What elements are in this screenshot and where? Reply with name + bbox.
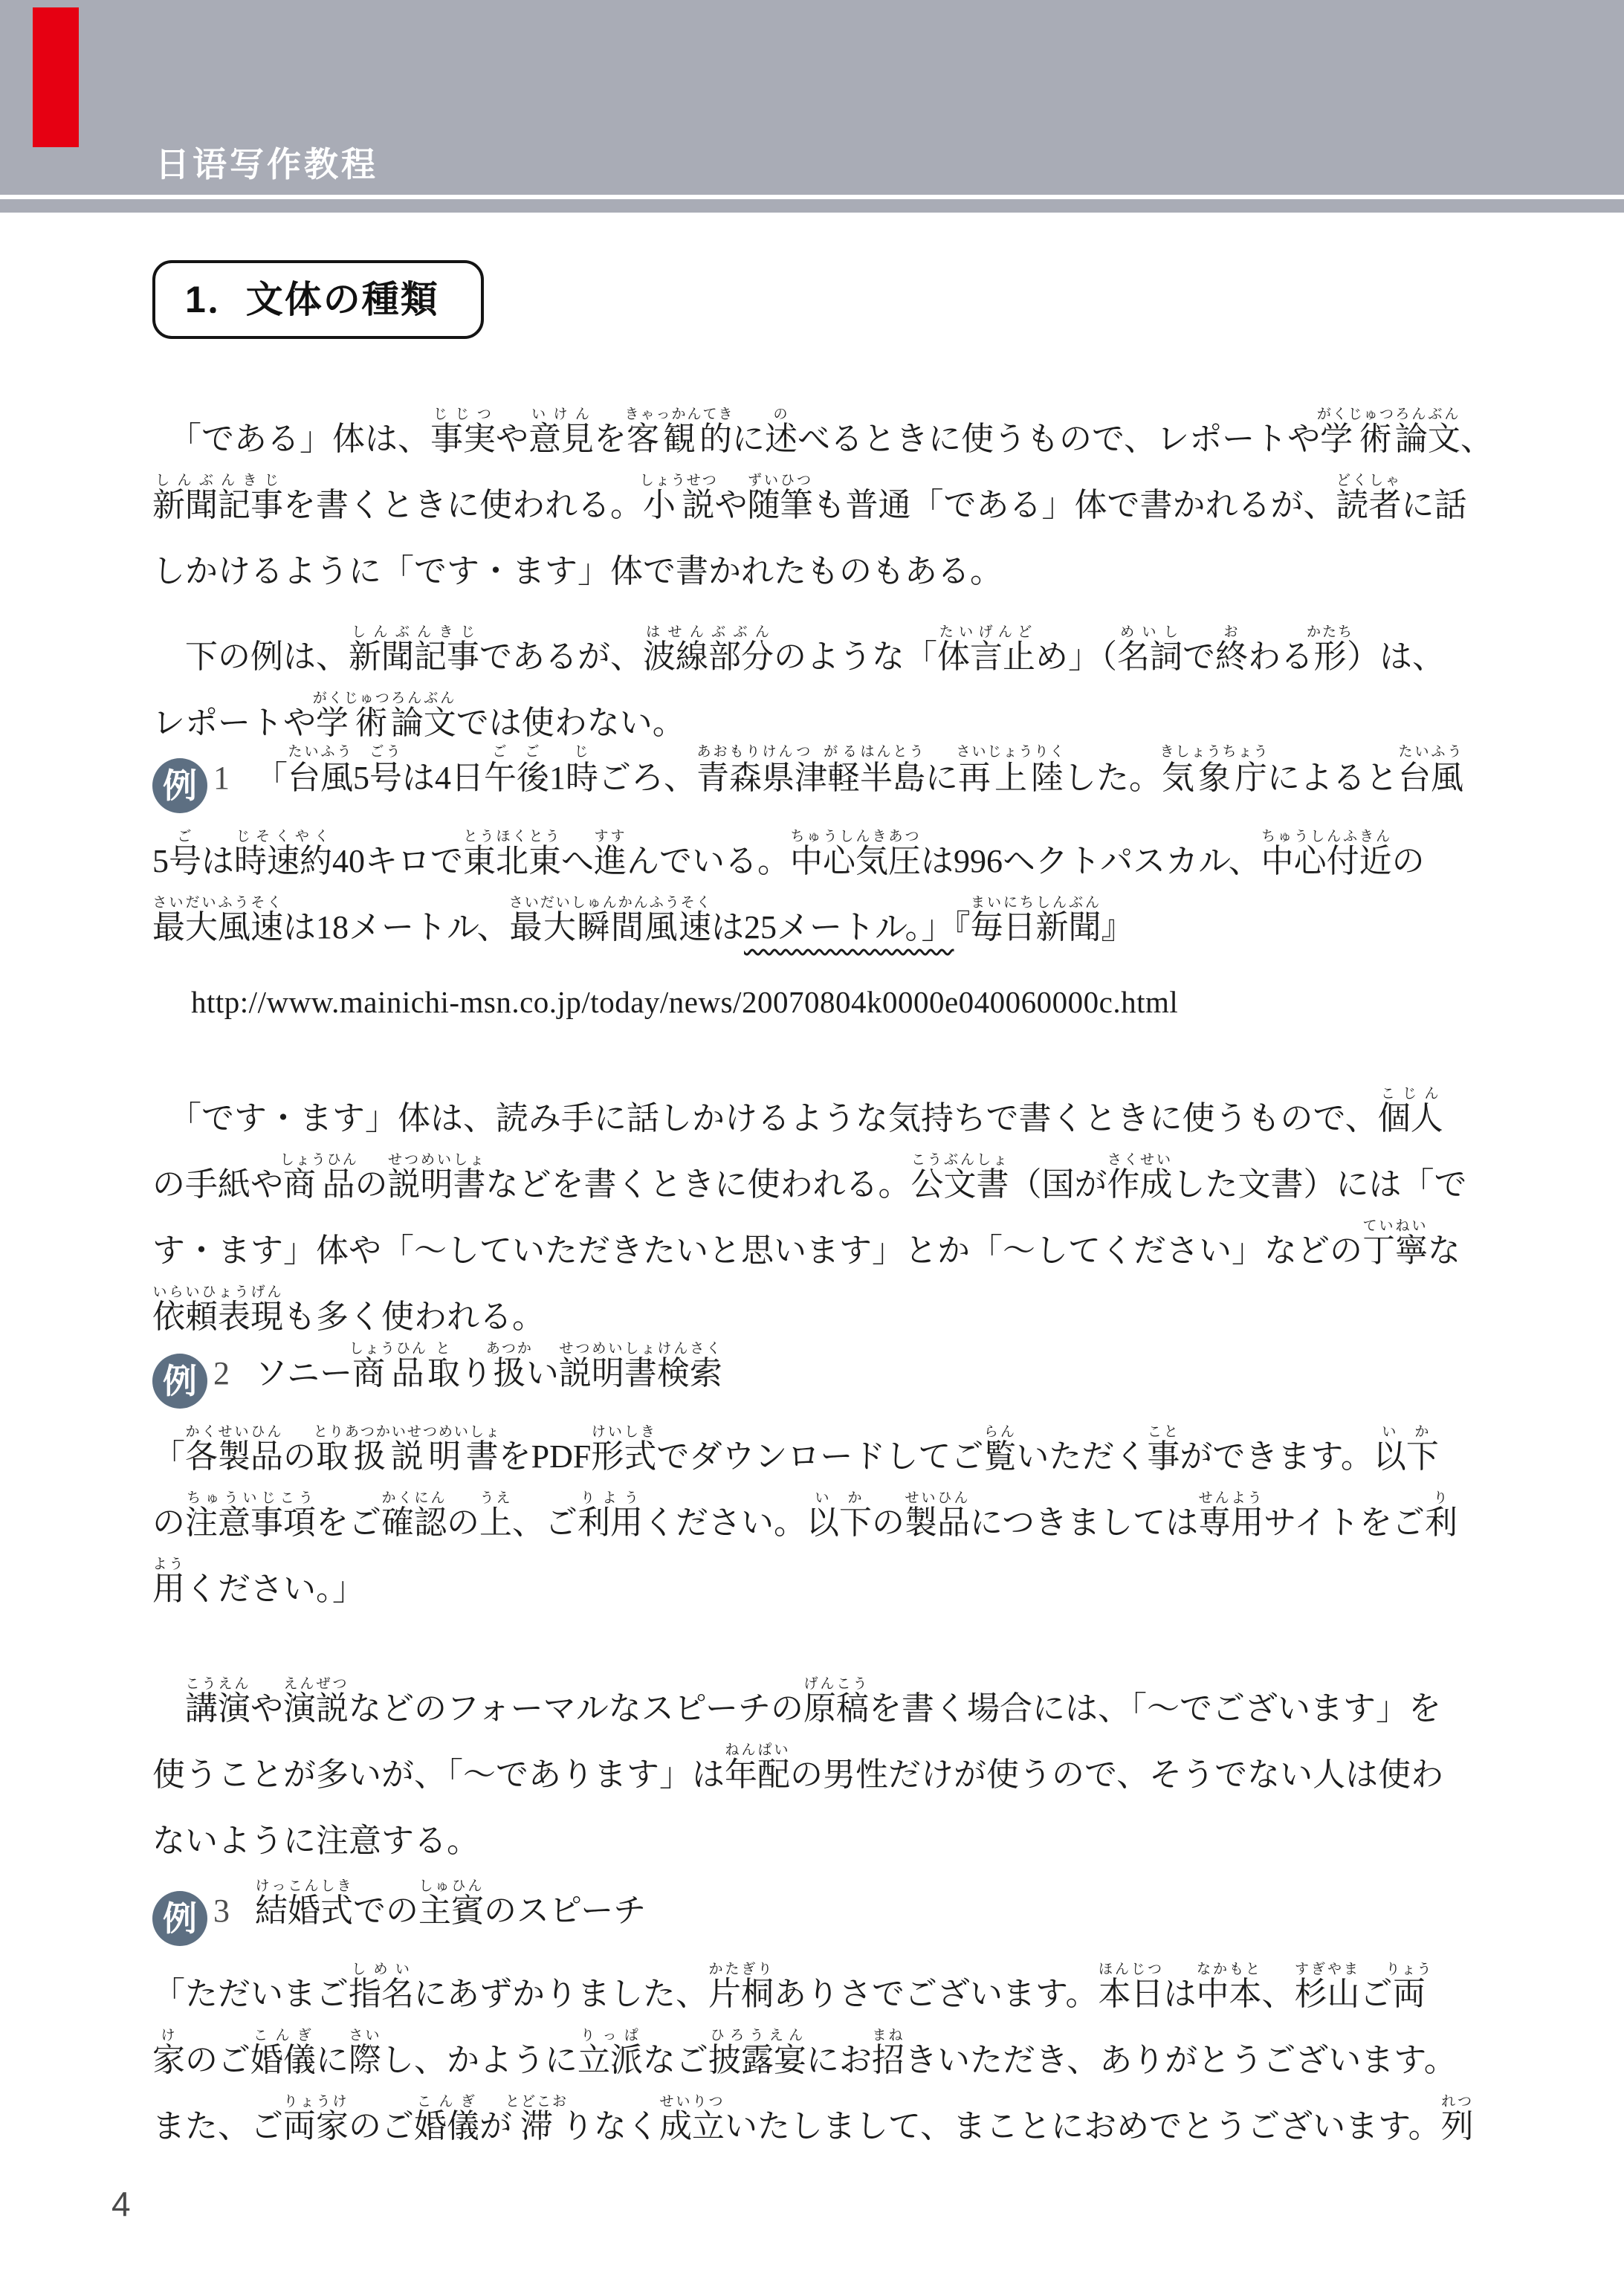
book-title: 日语写作教程 bbox=[155, 145, 378, 184]
text-line: 下の例は、新聞記事しんぶんきじであるが、波線部分はせんぶぶんのような「体言止たいげんどめ」（名詞めいしで終おわる形かたち）は、 bbox=[185, 624, 1445, 676]
text-line: の手紙や商品しょうひんの説明書せつめいしょなどを書くときに使われる。公文書こうぶんしょ（国が作成さくせいした文書）には「で bbox=[152, 1152, 1467, 1203]
text-line: 家けのご婚儀こんぎに際さいし、かように立派りっぱなご披露宴ひろうえんにお招まねきいただき、ありがとうございます。 bbox=[152, 2028, 1457, 2079]
example-number: 1 bbox=[213, 760, 230, 796]
example-number: 2 bbox=[213, 1355, 230, 1391]
text-line: 例 2 ソニー商品しょうひん取とり扱あつかい説明書せつめいしょ検索けんさく bbox=[152, 1342, 1486, 1409]
text-line: しかけるように「です・ます」体で書かれたものもある。 bbox=[152, 553, 1003, 590]
paragraph bbox=[152, 609, 1486, 741]
content-inner bbox=[0, 213, 1624, 2144]
red-corner-tab bbox=[33, 7, 79, 147]
text-blocks bbox=[152, 391, 1493, 2145]
text-line: 新聞記事しんぶんきじを書くときに使われる。小説しょうせつや随筆ずいひつも普通「である」体で書かれるが、読者どくしゃに話 bbox=[152, 473, 1467, 524]
example-block bbox=[152, 744, 1486, 946]
source-url: http://www.mainichi-msn.co.jp/today/news/20070804k0000e040060000c.html bbox=[191, 984, 1179, 1019]
text-line: 例 1 「台風たいふう5号ごうは4日午後ごご1時じごろ、青森県あおもりけん津軽つ がる半島はんとうに再上陸さいじょうりくした。気象庁きしょうちょうによると台風たいふう bbox=[152, 747, 1486, 813]
text-line: レポートや学術がくじゅつ論文ろんぶんでは使わない。 bbox=[152, 691, 685, 742]
text-line: 講演こうえんや演説えんぜつなどのフォーマルなスピーチの原稿げんこうを書く場合には、「〜でございます」を bbox=[185, 1676, 1442, 1727]
paragraph bbox=[152, 1661, 1486, 1859]
example-number: 3 bbox=[213, 1892, 230, 1929]
example-block bbox=[152, 1342, 1486, 1607]
text-line: 「です・ます」体は、読み手に話しかけるような気持ちで書くときに使うもので、個人こじん bbox=[169, 1086, 1443, 1137]
section-title-box bbox=[152, 260, 484, 339]
text-line: の注意事項ちゅういじこうをご確認かくにんの上うえ、ご利用りようください。以下いかの製品せいひんにつきましては専用せんようサイトをご利り bbox=[152, 1490, 1458, 1542]
text-line: 最大風速さいだいふうそくは18メートル、最大瞬間風速さいだいしゅんかんふうそくは25メートル。」『毎日新聞まいにちしんぶん』 bbox=[152, 895, 1134, 946]
page-content bbox=[0, 213, 1624, 2144]
page-number: 4 bbox=[111, 2185, 131, 2223]
text-line: また、ご両家りょうけのご婚儀こんぎが滞とどこおりなく成立せいりついたしまして、まことにおめでとうございます。列れつ bbox=[152, 2094, 1474, 2145]
text-line: 5号ごは時速約じそくやく40キロで東北東とうほくとうへ進すすんでいる。中心気圧ちゅうしんきあつは996ヘクトパスカル、中心付近ちゅうしんふきんの bbox=[152, 829, 1425, 880]
page-header-band bbox=[0, 0, 1624, 213]
text-line: 「である」体は、事実じじつや意見いけんを客観的きゃっかんてきに述のべるときに使うもので、レポートや学術がくじゅつ論文ろんぶん、 bbox=[169, 407, 1493, 458]
example-badge: 例 bbox=[152, 1354, 207, 1409]
text-line: 依頼表現いらいひょうげんも多く使われる。 bbox=[152, 1284, 545, 1336]
text-line: 用ようください。」 bbox=[152, 1557, 365, 1608]
example-block bbox=[152, 1880, 1486, 2144]
section-title: 1．文体の種類 bbox=[185, 279, 439, 320]
example-badge: 例 bbox=[152, 758, 207, 813]
text-line: ないように注意する。 bbox=[152, 1823, 479, 1860]
wavy-underline-text: 25メートル。」 bbox=[744, 909, 954, 946]
header-divider-rule bbox=[0, 195, 1624, 199]
paragraph bbox=[152, 1070, 1486, 1335]
example-badge: 例 bbox=[152, 1891, 207, 1946]
source-url-line bbox=[152, 956, 1486, 1018]
text-line: す・ます」体や「〜していただきたいと思います」とか「〜してください」などの丁寧ていねいな bbox=[152, 1218, 1460, 1270]
text-line: 例 3 結婚式けっこんしきでの主賓しゅひんのスピーチ bbox=[152, 1880, 1486, 1946]
text-line: 「ただいまご指名しめいにあずかりました、片桐かたぎりありさでございます。本日ほんじつは中本なかもと、杉山すぎやまご両りょう bbox=[152, 1962, 1433, 2013]
text-line: 使うことが多いが、「〜であります」は年配ねんぱいの男性だけが使うので、そうでない人は使わ bbox=[152, 1742, 1444, 1794]
text-line: 「各製品かくせいひんの取扱説明書とりあつかいせつめいしょをPDF形式けいしきでダウンロードしてご覧らんいただく事ことができます。以下いか bbox=[152, 1424, 1439, 1475]
paragraph bbox=[152, 391, 1493, 590]
